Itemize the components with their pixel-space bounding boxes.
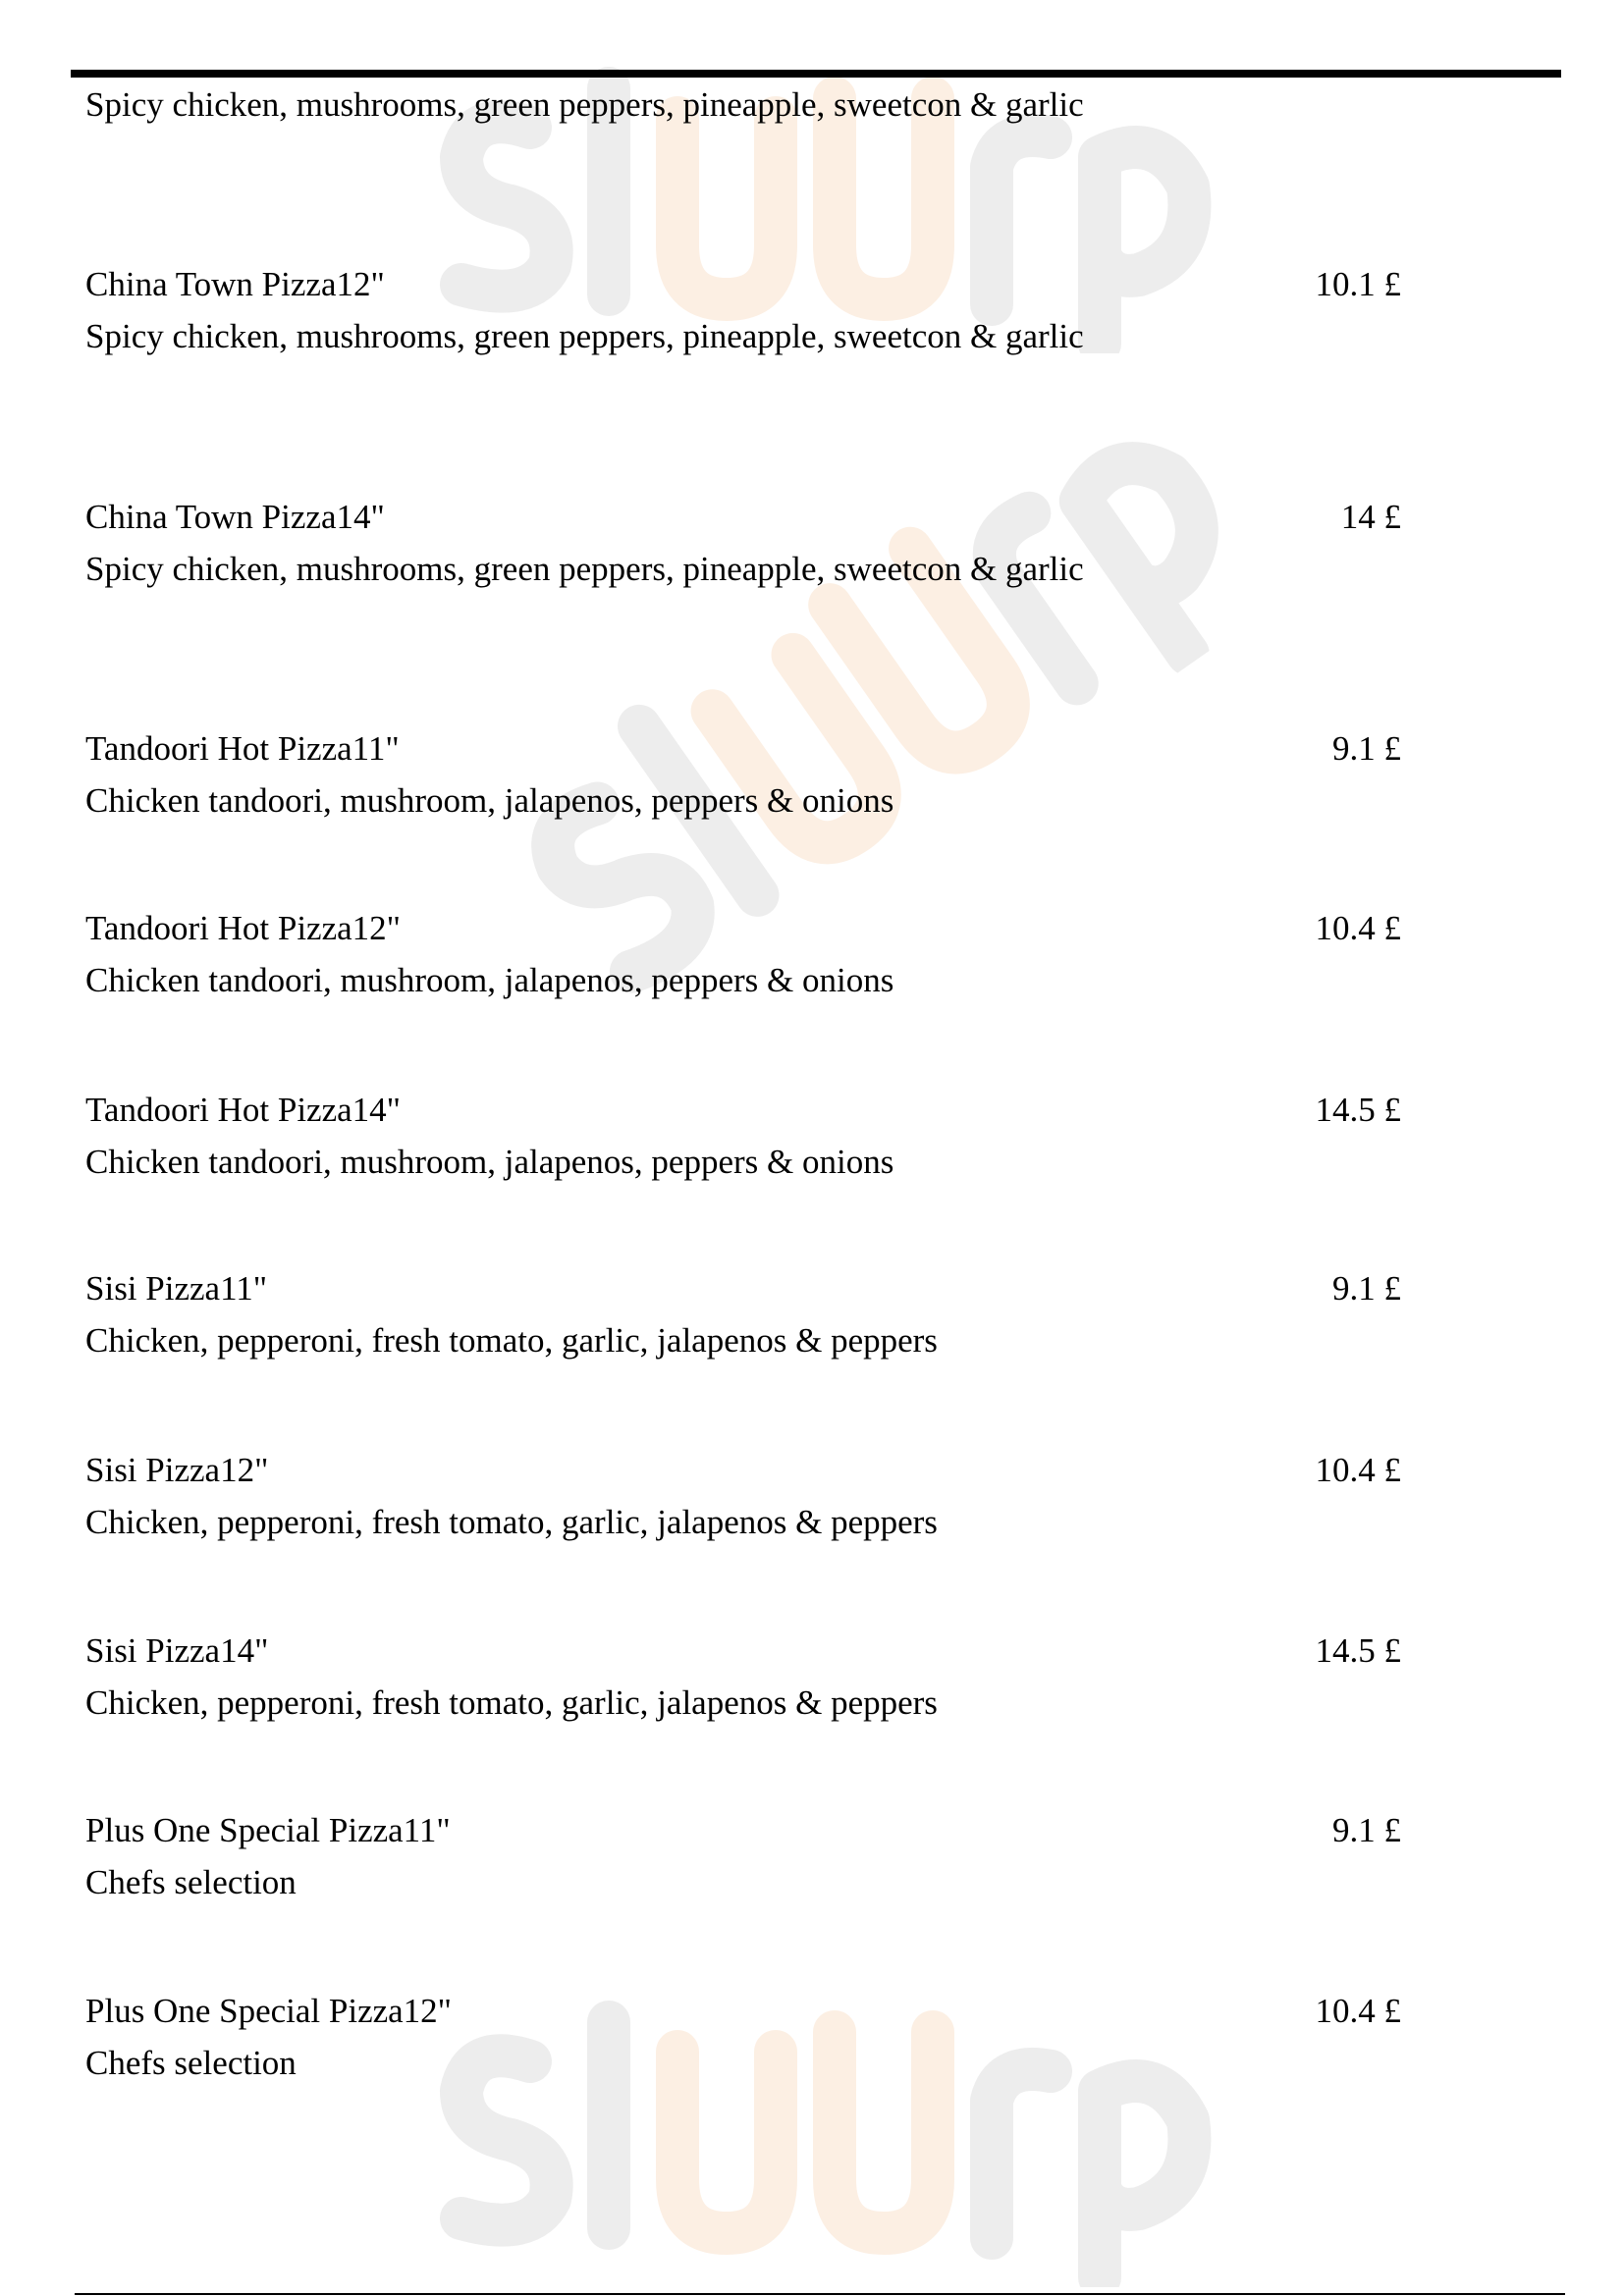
menu-item: [85, 1444, 1401, 1548]
item-description: Chefs selection: [85, 1863, 297, 1901]
item-price: 10.4 £: [1315, 909, 1401, 947]
item-price: 10.4 £: [1315, 1992, 1401, 2030]
menu-item-continued: [85, 79, 1401, 131]
item-description: Chicken tandoori, mushroom, jalapenos, peppers & onions: [85, 781, 894, 820]
bottom-divider: [75, 2293, 1565, 2295]
item-name: Tandoori Hot Pizza12": [85, 909, 401, 947]
item-description: Chicken, pepperoni, fresh tomato, garlic, jalapenos & peppers: [85, 1321, 938, 1360]
item-description: Chicken, pepperoni, fresh tomato, garlic, jalapenos & peppers: [85, 1503, 938, 1541]
item-price: 9.1 £: [1332, 729, 1401, 768]
item-description: Chefs selection: [85, 2044, 297, 2082]
item-price: 10.4 £: [1315, 1451, 1401, 1489]
item-name: China Town Pizza12": [85, 265, 385, 303]
menu-item: [85, 1262, 1401, 1366]
item-description: Spicy chicken, mushrooms, green peppers, pineapple, sweetcon & garlic: [85, 85, 1084, 124]
menu-item: [85, 1985, 1401, 2089]
menu-item: [85, 902, 1401, 1006]
item-description: Spicy chicken, mushrooms, green peppers, pineapple, sweetcon & garlic: [85, 317, 1084, 355]
item-price: 9.1 £: [1332, 1811, 1401, 1849]
item-price: 14.5 £: [1315, 1091, 1401, 1129]
item-description: Chicken tandoori, mushroom, jalapenos, peppers & onions: [85, 1143, 894, 1181]
item-description: Chicken tandoori, mushroom, jalapenos, peppers & onions: [85, 961, 894, 999]
menu-item: [85, 491, 1401, 595]
item-price: 10.1 £: [1315, 265, 1401, 303]
item-price: 14 £: [1340, 498, 1401, 536]
item-name: Plus One Special Pizza11": [85, 1811, 451, 1849]
item-price: 9.1 £: [1332, 1269, 1401, 1308]
menu-item: [85, 722, 1401, 827]
item-price: 14.5 £: [1315, 1631, 1401, 1670]
item-name: Tandoori Hot Pizza11": [85, 729, 400, 768]
menu-item: [85, 1625, 1401, 1729]
item-name: China Town Pizza14": [85, 498, 385, 536]
menu-item: [85, 1804, 1401, 1908]
item-description: Spicy chicken, mushrooms, green peppers, pineapple, sweetcon & garlic: [85, 550, 1084, 588]
item-name: Plus One Special Pizza12": [85, 1992, 452, 2030]
item-name: Sisi Pizza11": [85, 1269, 268, 1308]
top-divider: [71, 70, 1561, 78]
item-name: Tandoori Hot Pizza14": [85, 1091, 401, 1129]
item-name: Sisi Pizza14": [85, 1631, 269, 1670]
item-description: Chicken, pepperoni, fresh tomato, garlic, jalapenos & peppers: [85, 1683, 938, 1722]
menu-item: [85, 1084, 1401, 1188]
item-name: Sisi Pizza12": [85, 1451, 269, 1489]
menu-item: [85, 258, 1401, 362]
